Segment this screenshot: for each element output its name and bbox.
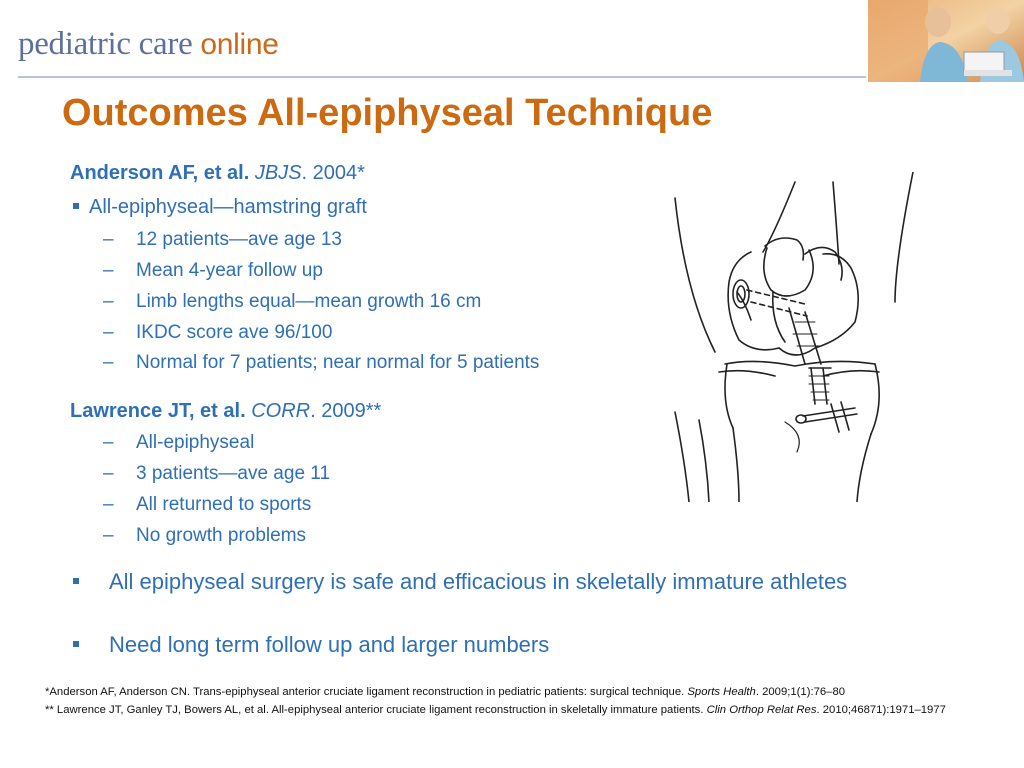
study-1-point (103, 291, 481, 313)
study-2-point-text: All returned to sports (136, 494, 312, 515)
study-1-point (103, 229, 342, 251)
dash-marker: – (103, 463, 114, 484)
study-2-point (103, 494, 311, 516)
dash-marker: – (103, 260, 114, 281)
study-2-point (103, 432, 254, 454)
conclusion-text: All epiphyseal surgery is safe and efficacious in skeletally immature athletes (109, 569, 848, 594)
study-1-year: . 2004* (301, 162, 365, 184)
header-photo (868, 0, 1024, 82)
study-1-journal: JBJS (254, 162, 302, 184)
study-1-bullet (73, 196, 367, 219)
study-1-point (103, 322, 332, 344)
footnote-2-tail: . 2010;46871):1971–1977 (816, 703, 946, 716)
dash-marker: – (103, 352, 114, 373)
study-2-point-text: No growth problems (136, 525, 307, 546)
knee-diagram-icon (655, 172, 945, 502)
study-1-point-text: Mean 4-year follow up (136, 260, 323, 281)
footnote-2 (45, 702, 1005, 720)
brand-logo (18, 26, 279, 63)
study-2-point-text: All-epiphyseal (136, 432, 255, 453)
study-2-point (103, 463, 330, 485)
square-bullet-icon (73, 578, 79, 584)
brand-accent: online (200, 28, 279, 61)
study-1-citation (70, 162, 365, 185)
study-2-journal: CORR (251, 400, 311, 422)
dash-marker: – (103, 291, 114, 312)
study-2-point (103, 525, 306, 547)
footnote-2-journal: Clin Orthop Relat Res (706, 703, 817, 716)
study-2-point-text: 3 patients—ave age 11 (136, 463, 331, 484)
dash-marker: – (103, 494, 114, 515)
header-divider (18, 76, 866, 78)
study-2-year: . 2009** (310, 400, 382, 422)
footnotes (45, 684, 1005, 719)
study-1-bullet-text: All-epiphyseal—hamstring graft (89, 196, 367, 218)
study-2-authors: Lawrence JT, et al. (70, 400, 246, 422)
footnote-1-text: *Anderson AF, Anderson CN. Trans-epiphyseal anterior cruciate ligament reconstruction in pediatric patients: surgical technique. (45, 686, 688, 698)
dash-marker: – (103, 525, 114, 546)
footnote-1 (45, 684, 1005, 702)
study-1-point-text: Normal for 7 patients; near normal for 5 patients (136, 352, 540, 373)
study-1-point-text: 12 patients—ave age 13 (136, 229, 342, 250)
study-1-authors: Anderson AF, et al. (70, 162, 250, 184)
study-1-point (103, 260, 323, 282)
study-1-point (103, 352, 539, 374)
dash-marker: – (103, 229, 114, 250)
study-1-point-text: Limb lengths equal—mean growth 16 cm (136, 291, 482, 312)
brand-main: pediatric care (18, 26, 201, 62)
footnote-1-tail: . 2009;1(1):76–80 (755, 686, 846, 698)
conclusion-text: Need long term follow up and larger numbers (109, 632, 550, 657)
square-bullet-icon (73, 641, 79, 647)
slide-title: Outcomes All-epiphyseal Technique (62, 92, 713, 134)
study-2-citation (70, 400, 381, 423)
study-1-point-text: IKDC score ave 96/100 (136, 322, 333, 343)
dash-marker: – (103, 322, 114, 343)
footnote-2-text: ** Lawrence JT, Ganley TJ, Bowers AL, et al. All-epiphyseal anterior cruciate ligament reconstruction in skeletally immature patients. (45, 703, 707, 716)
dash-marker: – (103, 432, 114, 453)
footnote-1-journal: Sports Health (687, 686, 756, 698)
square-bullet-icon (73, 203, 79, 209)
